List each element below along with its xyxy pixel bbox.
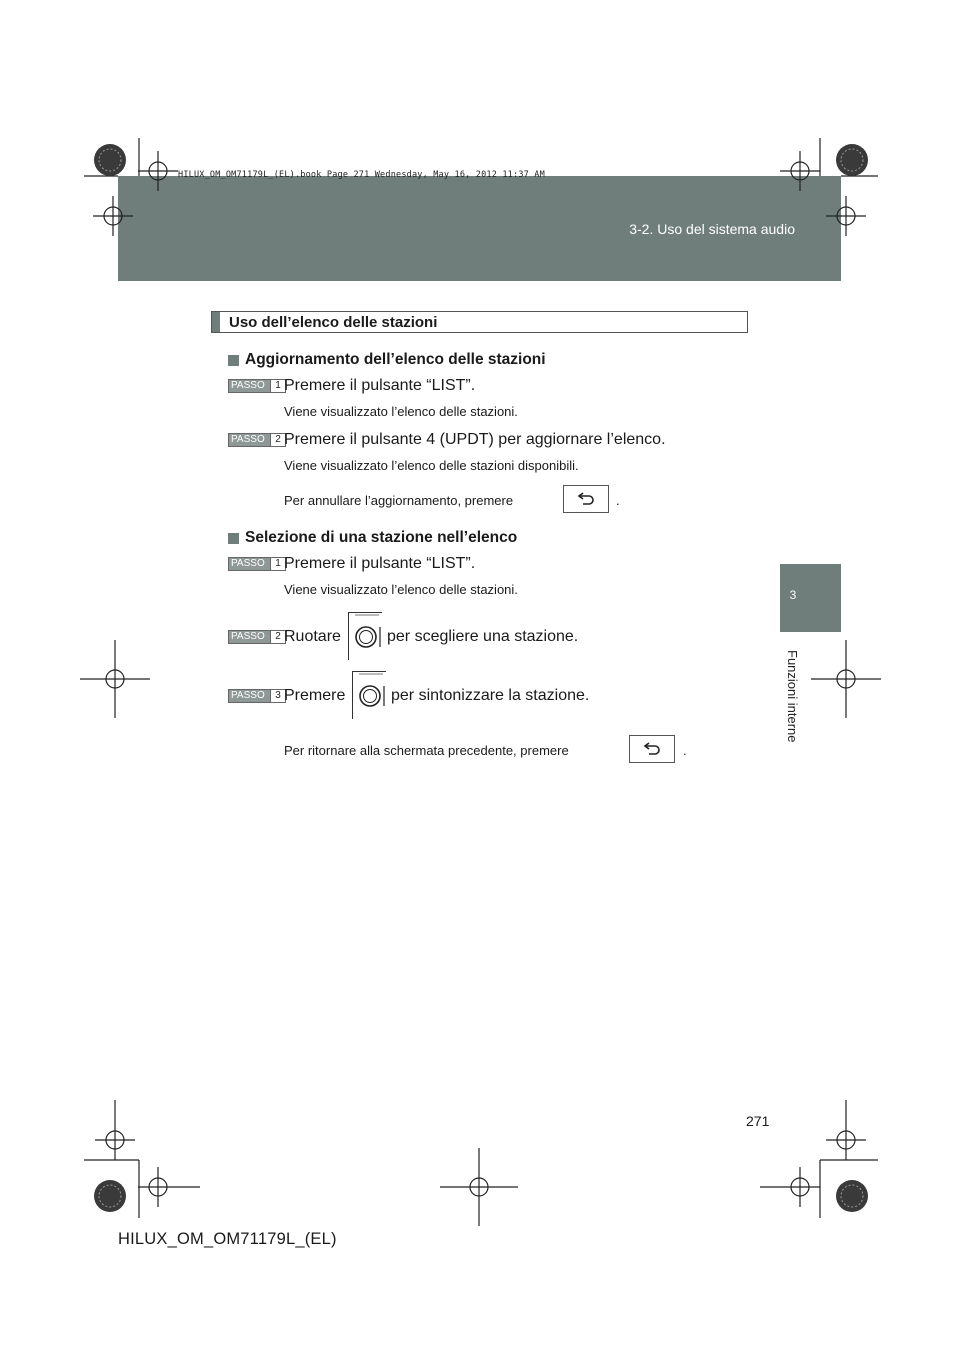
step-badge-word: PASSO: [229, 434, 270, 446]
step-text: Premere: [284, 687, 346, 704]
step-note: Viene visualizzato l’elenco delle stazioni disponibili.: [284, 458, 579, 473]
step-badge-word: PASSO: [229, 380, 270, 392]
step-text: Ruotare: [284, 628, 341, 645]
step-badge-word: PASSO: [229, 631, 270, 643]
chapter-side-label-text: Funzioni interne: [785, 650, 800, 743]
subheading-update-text: Aggiornamento dell’elenco delle stazioni: [245, 351, 546, 368]
subheading-select-text: Selezione di una stazione nell’elenco: [245, 529, 518, 546]
cancel-note-end: .: [616, 493, 620, 508]
step-note: Viene visualizzato l’elenco delle stazioni.: [284, 582, 518, 597]
step-text: Premere il pulsante “LIST”.: [284, 377, 476, 394]
step-badge-word: PASSO: [229, 558, 270, 570]
step-note: Viene visualizzato l’elenco delle stazioni.: [284, 404, 518, 419]
step-badge-word: PASSO: [229, 690, 270, 702]
crosshair-mark-icon: [80, 151, 881, 1226]
step-text-cont: per scegliere una stazione.: [387, 628, 579, 645]
step-badge-number: 1: [270, 380, 285, 392]
radial-target-icon: [94, 144, 868, 1212]
chapter-section-label: 3-2. Uso del sistema audio: [629, 221, 795, 237]
section-heading-text: Uso dell’elenco delle stazioni: [229, 313, 438, 331]
step-text: Premere il pulsante 4 (UPDT) per aggiornare l’elenco.: [284, 431, 666, 448]
page-number: 271: [746, 1113, 770, 1129]
cancel-note: Per annullare l’aggiornamento, premere: [284, 493, 514, 508]
chapter-number: 3: [789, 588, 797, 602]
return-note: Per ritornare alla schermata precedente, premere: [284, 743, 569, 758]
step-text-cont: per sintonizzare la stazione.: [391, 687, 590, 704]
step-badge-number: 2: [270, 434, 285, 446]
step-text: Premere il pulsante “LIST”.: [284, 555, 476, 572]
return-note-end: .: [683, 743, 687, 758]
step-badge-number: 3: [270, 690, 285, 702]
step-badge-number: 1: [270, 558, 285, 570]
footer-code: HILUX_OM_OM71179L_(EL): [118, 1230, 337, 1248]
book-file-stamp: HILUX_OM_OM71179L_(EL).book Page 271 Wednesday, May 16, 2012 11:37 AM: [178, 170, 545, 180]
step-badge-number: 2: [270, 631, 285, 643]
